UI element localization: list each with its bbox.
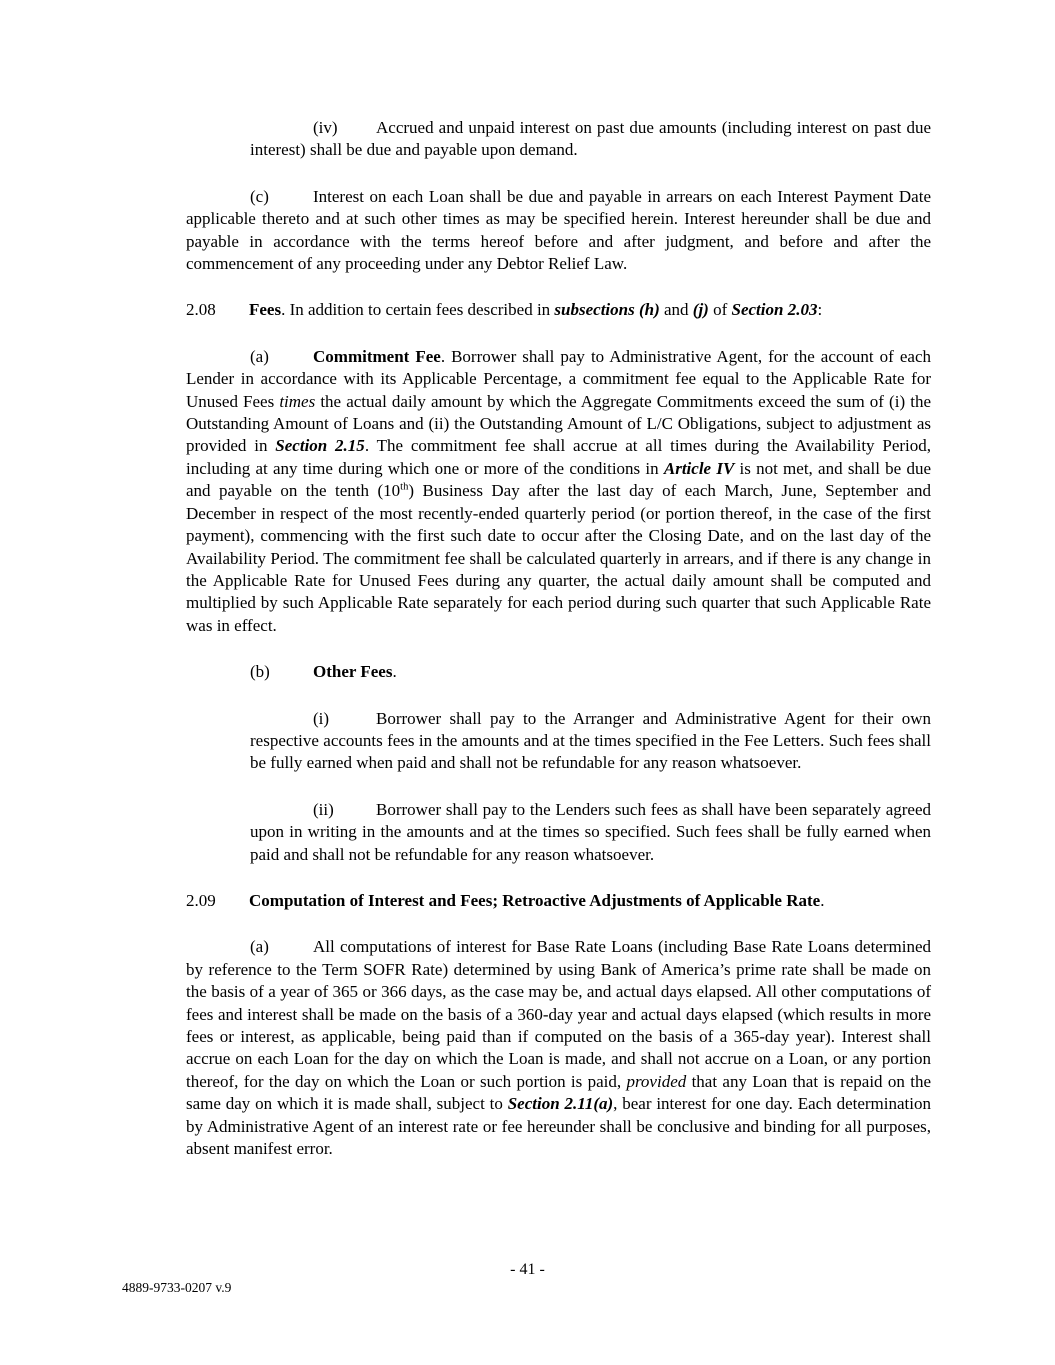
paragraph-a-commitment-fee [186,346,931,637]
list-label: 2.08 [186,300,216,320]
text-run: Borrower shall pay to the Arranger and Administrative Agent for their own respective accounts fees in the amounts and at the times specified in the Fee Letters. Such fees shall be fully earned when paid and shall not be refundable for any reason whatsoever. [250,708,931,773]
text-run: . [392,662,397,682]
paragraph-b-ii [250,799,931,866]
text-run: times [279,391,316,411]
text-run: subsections (h) [554,300,660,320]
text-run: Computation of Interest and Fees; Retroactive Adjustments of Applicable Rate [249,890,821,910]
text-run: . In addition to certain fees described in [281,300,555,320]
text-run: th [400,481,409,493]
text-run: . Borrower shall pay to Administrative Agent, for the account of each Lender in accordance with its Applicable Percentage, a commitment fee equal to the Applicable Rate for Unused Fees [186,346,932,411]
list-label: (a) [250,937,269,957]
document-id: 4889-9733-0207 v.9 [122,1279,232,1295]
paragraph-2-09-a [186,936,931,1160]
text-run: Borrower shall pay to the Lenders such fees as shall have been separately agreed upon in writing in the amounts and at the times so specified. Such fees shall be fully earned when paid and shall not be refundable for any reason whatsoever. [250,799,931,864]
text-run: All computations of interest for Base Rate Loans (including Base Rate Loans determined by reference to the Term SOFR Rate) determined by using Bank of America’s prime rate shall be made on the basis of a year of 365 or 366 days, as the case may be, and actual days elapsed. All other computations of fees and interest shall be made on the basis of a 360-day year and actual days elapsed (which results in more fees or interest, as applicable, being paid than if computed on the basis of a 365-day year). Interest shall accrue on each Loan for the day on which the Loan is made, and shall not accrue on a Loan, or any portion thereof, for the day on which the Loan or such portion is paid, [186,937,931,1091]
paragraph-b-i [250,708,931,775]
text-run: Other Fees [313,662,393,682]
text-run: (j) [692,300,709,320]
text-run: Section 2.03 [731,300,818,320]
text-run: Section 2.15 [275,436,365,456]
text-run: , bear interest for one day. Each determination by Administrative Agent of an interest rate or fee hereunder shall be conclusive and binding for all purposes, absent manifest error. [186,1094,931,1159]
text-run: : [817,300,823,320]
page-number: - 41 - [510,1260,545,1278]
text-run: Commitment Fee [313,346,441,366]
paragraph-iv [250,117,931,162]
section-2-09-computation [186,890,931,912]
text-run: Fees [249,300,282,320]
list-label: (i) [313,708,330,728]
text-run: Accrued and unpaid interest on past due amounts (including interest on past due interest) shall be due and payable upon demand. [250,118,931,160]
section-2-08-fees [186,299,931,321]
list-label: (ii) [313,799,334,819]
text-run: . The commitment fee shall accrue at all times during the Availability Period, including at any time during which one or more of the conditions in [186,436,932,478]
text-run: that any Loan that is repaid on the same day on which it is made shall, subject to [186,1071,931,1114]
list-label: (b) [250,662,270,682]
text-run: and [659,300,693,320]
paragraph-c [186,186,931,276]
text-run: is not met, and shall be due and payable on the tenth (10 [186,458,931,501]
list-label: 2.09 [186,890,216,910]
list-label: (a) [250,346,269,366]
text-run: Article IV [663,458,735,478]
text-run: Interest on each Loan shall be due and payable in arrears on each Interest Payment Date applicable thereto and at such other times as may be specified herein. Interest hereunder shall be due and payable in accordance with the terms hereof before and after judgment, and before and after the commencement of any proceeding under any Debtor Relief Law. [186,186,931,274]
text-run: of [708,300,732,320]
list-label: (iv) [313,118,338,137]
text-run: . [820,890,825,910]
paragraph-b-other-fees [186,661,931,683]
text-run: the actual daily amount by which the Aggregate Commitments exceed the sum of (i) the Outstanding Amount of Loans and (ii) the Outstanding Amount of L/C Obligations, subject to adjustment as provided in [186,391,931,456]
text-run: ) Business Day after the last day of each March, June, September and December in respect of the most recently-ended quarterly period (or portion thereof, in the case of the first payment), commencing with the first such date to occur after the Closing Date, and on the last day of the Availability Period. The commitment fee shall be calculated quarterly in arrears, and if there is any change in the Applicable Rate for Unused Fees during any quarter, the actual daily amount shall be computed and multiplied by such Applicable Rate separately for each period during such quarter that such Applicable Rate was in effect. [186,481,931,635]
text-run: provided [626,1071,687,1091]
list-label: (c) [250,186,269,206]
text-run: Section 2.11(a) [507,1094,614,1114]
